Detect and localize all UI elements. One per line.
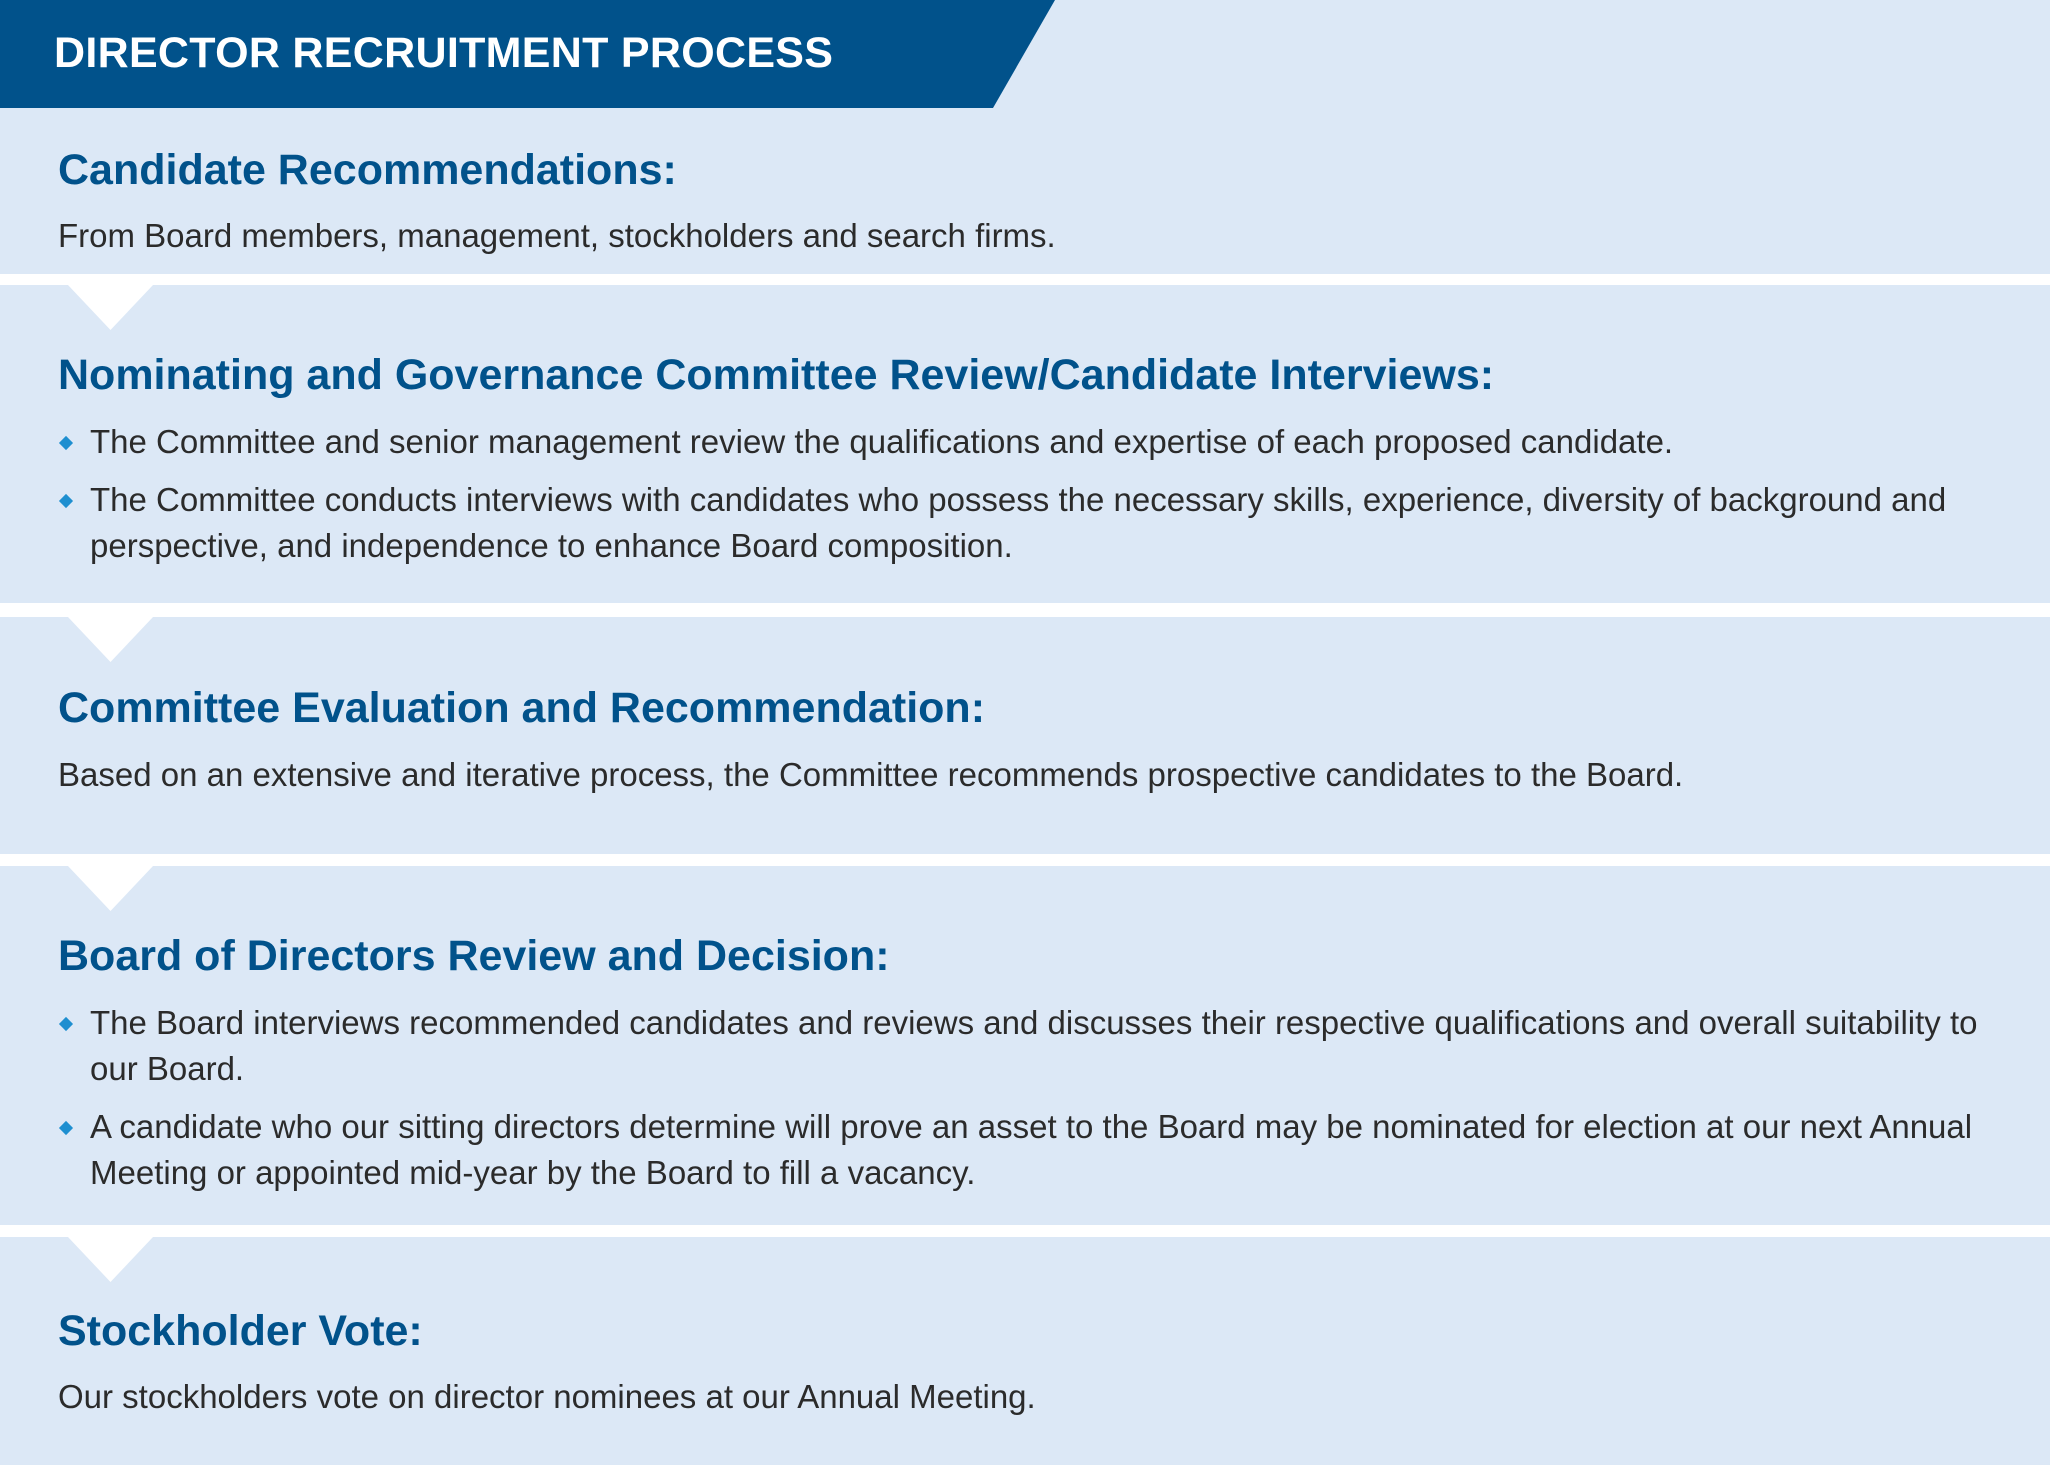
down-arrow-notch [68,866,153,911]
down-arrow-notch [68,617,153,662]
bullet-text: The Board interviews recommended candidates and reviews and discusses their respective qualifications and overall suitability to our Board. [90,1004,1978,1087]
bullet-list [58,419,2020,581]
step-heading: Candidate Recommendations: [58,146,677,194]
step-candidate-recommendations [0,108,2050,274]
step-heading: Stockholder Vote: [58,1307,423,1355]
step-stockholder-vote [0,1237,2050,1465]
step-heading: Board of Directors Review and Decision: [58,932,890,980]
step-text: Based on an extensive and iterative process, the Committee recommends prospective candidates to the Board. [58,756,1684,793]
down-arrow-notch [68,285,153,330]
step-text: Our stockholders vote on director nominees at our Annual Meeting. [58,1378,1036,1415]
down-arrow-notch [68,1237,153,1282]
bullet-item [58,419,2020,465]
bullet-item [58,1000,2020,1092]
bullet-item [58,1104,2020,1196]
bullet-text: A candidate who our sitting directors determine will prove an asset to the Board may be nominated for election at our next Annual Meeting or appointed mid-year by the Board to fill a vacancy. [90,1108,1973,1191]
diamond-bullet-icon [59,1121,73,1135]
step-heading: Committee Evaluation and Recommendation: [58,684,986,732]
step-committee-evaluation [0,617,2050,854]
bullet-text: The Committee and senior management review the qualifications and expertise of each proposed candidate. [90,423,1674,460]
step-heading: Nominating and Governance Committee Review/Candidate Interviews: [58,351,1495,399]
step-board-review [0,866,2050,1225]
diamond-bullet-icon [59,1017,73,1031]
bullet-item [58,477,2020,569]
bullet-list [58,1000,2020,1208]
bullet-text: The Committee conducts interviews with candidates who possess the necessary skills, experience, diversity of background and perspective, and independence to enhance Board composition. [90,481,1947,564]
diamond-bullet-icon [59,494,73,508]
step-committee-review [0,285,2050,603]
diamond-bullet-icon [59,436,73,450]
page-title: DIRECTOR RECRUITMENT PROCESS [54,29,834,77]
step-text: From Board members, management, stockholders and search firms. [58,217,1056,254]
